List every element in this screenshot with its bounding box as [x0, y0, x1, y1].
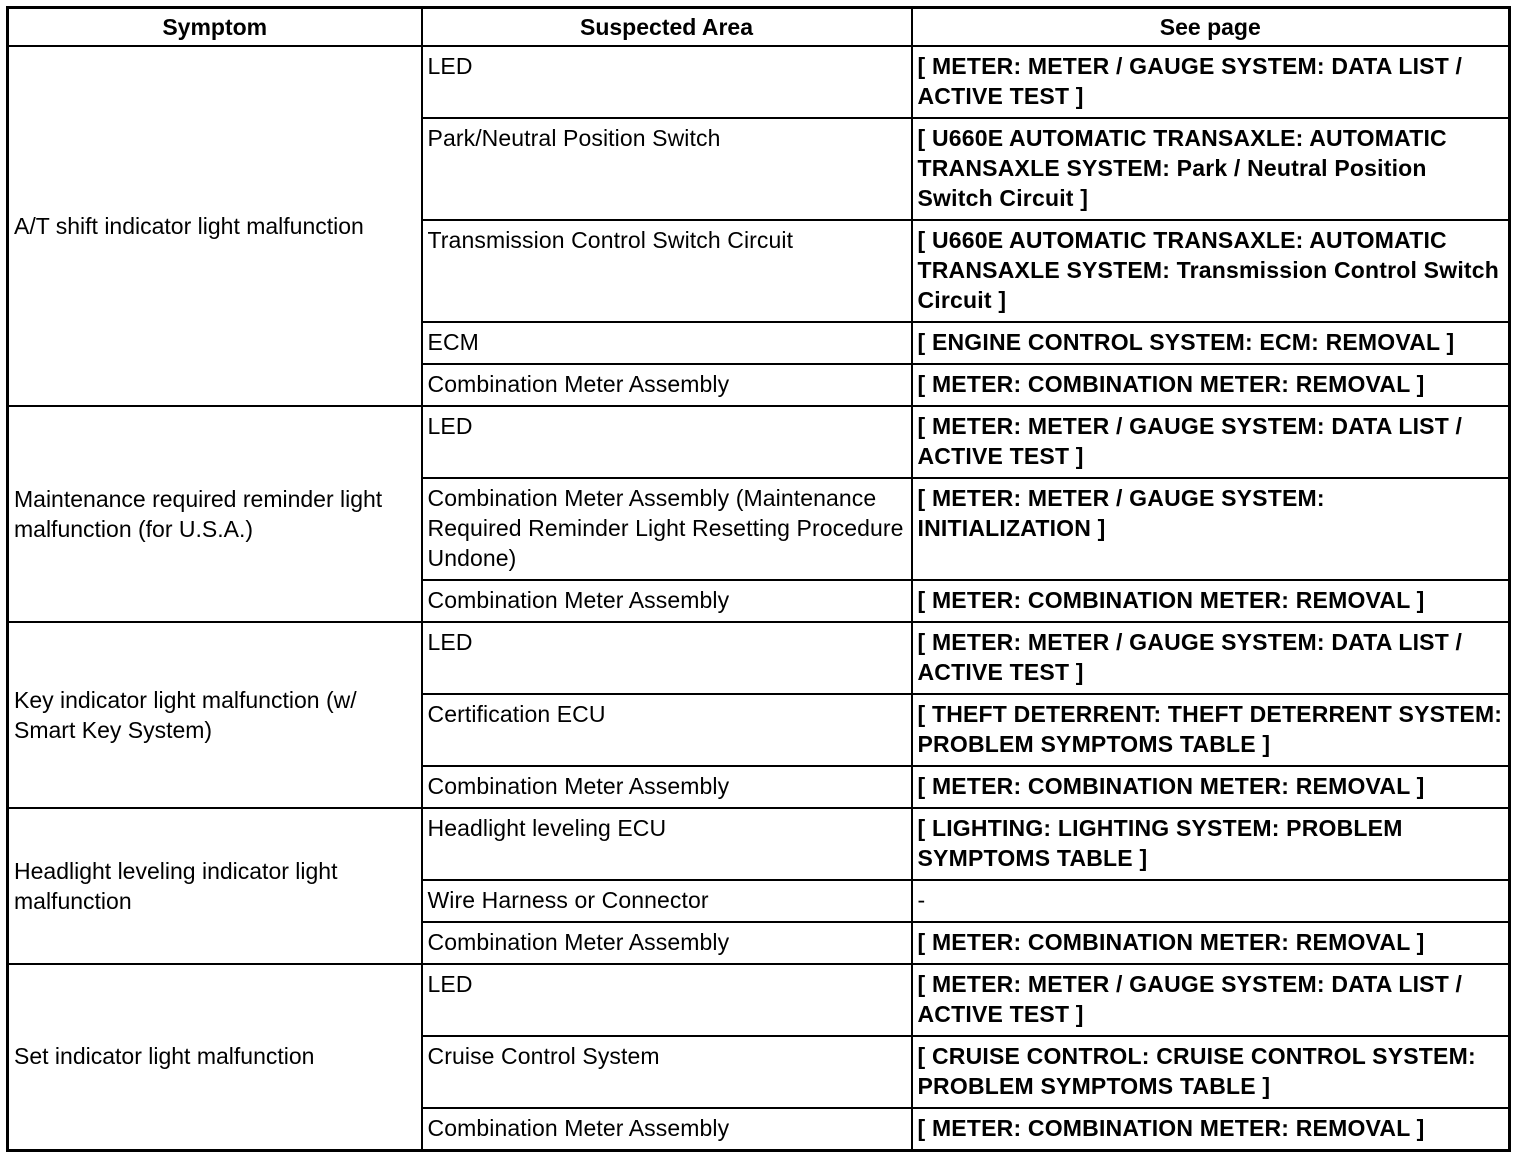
- see-page-link[interactable]: [ CRUISE CONTROL: CRUISE CONTROL SYSTEM: PROBLEM SYMPTOMS TABLE ]: [912, 1036, 1510, 1108]
- header-see-page: See page: [912, 8, 1510, 47]
- header-row: [8, 8, 1510, 47]
- suspected-area-cell: LED: [422, 964, 912, 1036]
- header-symptom: Symptom: [8, 8, 422, 47]
- suspected-area-cell: Park/Neutral Position Switch: [422, 118, 912, 220]
- see-page-link[interactable]: [ METER: METER / GAUGE SYSTEM: DATA LIST / ACTIVE TEST ]: [912, 46, 1510, 118]
- table-row: [8, 406, 1510, 478]
- suspected-area-cell: ECM: [422, 322, 912, 364]
- see-page-link[interactable]: [ METER: METER / GAUGE SYSTEM: DATA LIST / ACTIVE TEST ]: [912, 406, 1510, 478]
- suspected-area-cell: Combination Meter Assembly: [422, 766, 912, 808]
- table-row: [8, 46, 1510, 118]
- suspected-area-cell: LED: [422, 406, 912, 478]
- suspected-area-cell: Combination Meter Assembly: [422, 364, 912, 406]
- see-page-link[interactable]: [ ENGINE CONTROL SYSTEM: ECM: REMOVAL ]: [912, 322, 1510, 364]
- suspected-area-cell: Certification ECU: [422, 694, 912, 766]
- see-page-link[interactable]: [ U660E AUTOMATIC TRANSAXLE: AUTOMATIC TRANSAXLE SYSTEM: Transmission Control Switch Circuit ]: [912, 220, 1510, 322]
- see-page-link[interactable]: [ U660E AUTOMATIC TRANSAXLE: AUTOMATIC TRANSAXLE SYSTEM: Park / Neutral Position Switch Circuit ]: [912, 118, 1510, 220]
- symptom-cell: Headlight leveling indicator light malfunction: [8, 808, 422, 964]
- see-page-link[interactable]: [ METER: METER / GAUGE SYSTEM: INITIALIZATION ]: [912, 478, 1510, 580]
- problem-symptoms-table-container: [6, 6, 1511, 1152]
- see-page-link[interactable]: [ METER: METER / GAUGE SYSTEM: DATA LIST / ACTIVE TEST ]: [912, 964, 1510, 1036]
- symptom-cell: Maintenance required reminder light malfunction (for U.S.A.): [8, 406, 422, 622]
- see-page-link[interactable]: [ METER: COMBINATION METER: REMOVAL ]: [912, 922, 1510, 964]
- suspected-area-cell: Combination Meter Assembly: [422, 580, 912, 622]
- header-suspected-area: Suspected Area: [422, 8, 912, 47]
- table-row: [8, 808, 1510, 880]
- suspected-area-cell: LED: [422, 622, 912, 694]
- see-page-text: -: [912, 880, 1510, 922]
- suspected-area-cell: Headlight leveling ECU: [422, 808, 912, 880]
- suspected-area-cell: Combination Meter Assembly (Maintenance Required Reminder Light Resetting Procedure Undone): [422, 478, 912, 580]
- see-page-link[interactable]: [ METER: METER / GAUGE SYSTEM: DATA LIST / ACTIVE TEST ]: [912, 622, 1510, 694]
- see-page-link[interactable]: [ METER: COMBINATION METER: REMOVAL ]: [912, 1108, 1510, 1150]
- problem-symptoms-table: [6, 6, 1511, 1152]
- symptom-cell: A/T shift indicator light malfunction: [8, 46, 422, 406]
- see-page-link[interactable]: [ THEFT DETERRENT: THEFT DETERRENT SYSTEM: PROBLEM SYMPTOMS TABLE ]: [912, 694, 1510, 766]
- symptom-cell: Set indicator light malfunction: [8, 964, 422, 1150]
- see-page-link[interactable]: [ LIGHTING: LIGHTING SYSTEM: PROBLEM SYMPTOMS TABLE ]: [912, 808, 1510, 880]
- suspected-area-cell: Wire Harness or Connector: [422, 880, 912, 922]
- suspected-area-cell: Combination Meter Assembly: [422, 922, 912, 964]
- symptom-cell: Key indicator light malfunction (w/ Smart Key System): [8, 622, 422, 808]
- see-page-link[interactable]: [ METER: COMBINATION METER: REMOVAL ]: [912, 364, 1510, 406]
- see-page-link[interactable]: [ METER: COMBINATION METER: REMOVAL ]: [912, 766, 1510, 808]
- suspected-area-cell: Combination Meter Assembly: [422, 1108, 912, 1150]
- suspected-area-cell: LED: [422, 46, 912, 118]
- see-page-link[interactable]: [ METER: COMBINATION METER: REMOVAL ]: [912, 580, 1510, 622]
- suspected-area-cell: Transmission Control Switch Circuit: [422, 220, 912, 322]
- table-row: [8, 964, 1510, 1036]
- table-row: [8, 622, 1510, 694]
- suspected-area-cell: Cruise Control System: [422, 1036, 912, 1108]
